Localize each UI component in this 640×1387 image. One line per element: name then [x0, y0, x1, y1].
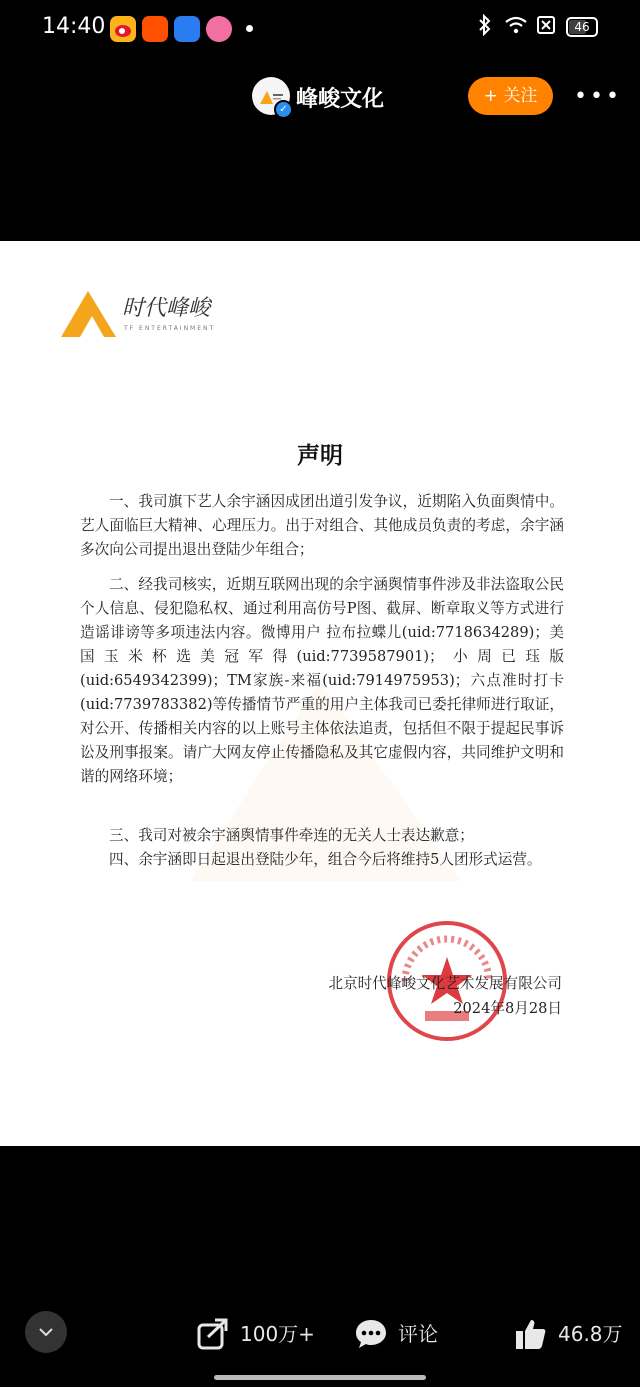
signature-block: [328, 971, 562, 1021]
gallery-app-icon: [206, 16, 232, 42]
battery-indicator: [566, 17, 598, 37]
comment-button[interactable]: [354, 1314, 438, 1350]
follow-button[interactable]: + 关注: [468, 77, 553, 115]
account-name[interactable]: 峰峻文化: [296, 87, 385, 112]
post-header: [0, 70, 640, 126]
weibo-watermark: @峰峻文化: [558, 1123, 634, 1141]
company-logo-icon: [60, 288, 118, 338]
home-indicator[interactable]: [214, 1375, 426, 1380]
taobao-app-icon: [142, 16, 168, 42]
post-action-bar: [0, 1300, 640, 1360]
statement-paragraph-1: 一、我司旗下艺人余宇涵因成团出道引发争议，近期陷入负面舆情中。艺人面临巨大精神、心理压力。出于对组合、其他成员负责的考虑，余宇涵多次向公司提出退出登陆少年组合；: [80, 493, 564, 558]
statement-title: 声明: [297, 442, 343, 469]
battery-percent: 46: [574, 20, 590, 34]
company-logo-text: 时代峰峻: [122, 296, 211, 321]
share-count: 100万+: [240, 1321, 315, 1346]
comment-label: 评论: [398, 1321, 438, 1346]
statement-paragraph-2: 二、经我司核实，近期互联网出现的余宇涵舆情事件涉及非法盗取公民个人信息、侵犯隐私权、通过利用高仿号P图、截屏、断章取义等方式进行造谣诽谤等多项违法内容。微博用户 拉布拉蝶儿(uid:7718634289)；美国玉米杯选美冠军得(uid:7739587901)；小周已珏版(uid:6549342399)；TM家族-来福(uid:7914975953)；六点准时打卡(uid:7739783382)等传播情节严重的用户主体我司已委托律师进行取证，对公开、传播相关内容的以上账号主体依法追责，包括但不限于提起民事诉讼及刑事报案。请广大网友停止传播隐私及其它虚假内容，共同维护文明和谐的网络环境；: [80, 576, 564, 785]
statement-image[interactable]: [0, 241, 640, 1146]
bluetooth-icon: [478, 14, 492, 41]
clock: 14:40: [42, 14, 106, 39]
share-icon: [196, 1317, 230, 1351]
verified-badge-icon: ✓: [274, 100, 293, 119]
more-options-button[interactable]: •••: [574, 84, 622, 109]
chevron-down-icon: [38, 1327, 54, 1337]
notification-dot: [246, 25, 253, 32]
company-logo-subtitle: TF ENTERTAINMENT: [124, 325, 216, 332]
like-button[interactable]: [514, 1314, 623, 1350]
signature-date: 2024年8月28日: [453, 1000, 562, 1017]
wifi-icon: [504, 14, 528, 41]
comment-icon: [354, 1317, 388, 1351]
thumbs-up-icon: [514, 1317, 548, 1351]
browser-app-icon: [174, 16, 200, 42]
status-bar: [0, 0, 640, 58]
statement-paragraph-4: 四、余宇涵即日起退出登陆少年，组合今后将维持5人团形式运营。: [109, 851, 542, 868]
share-button[interactable]: [196, 1314, 315, 1350]
collapse-button[interactable]: [25, 1311, 67, 1353]
like-count: 46.8万: [558, 1321, 623, 1346]
signer-company: 北京时代峰峻文化艺术发展有限公司: [328, 975, 562, 992]
weibo-app-icon: [110, 16, 136, 42]
sim-off-icon: [536, 14, 556, 41]
statement-paragraph-3: 三、我司对被余宇涵舆情事件牵连的无关人士表达歉意；: [109, 827, 474, 844]
